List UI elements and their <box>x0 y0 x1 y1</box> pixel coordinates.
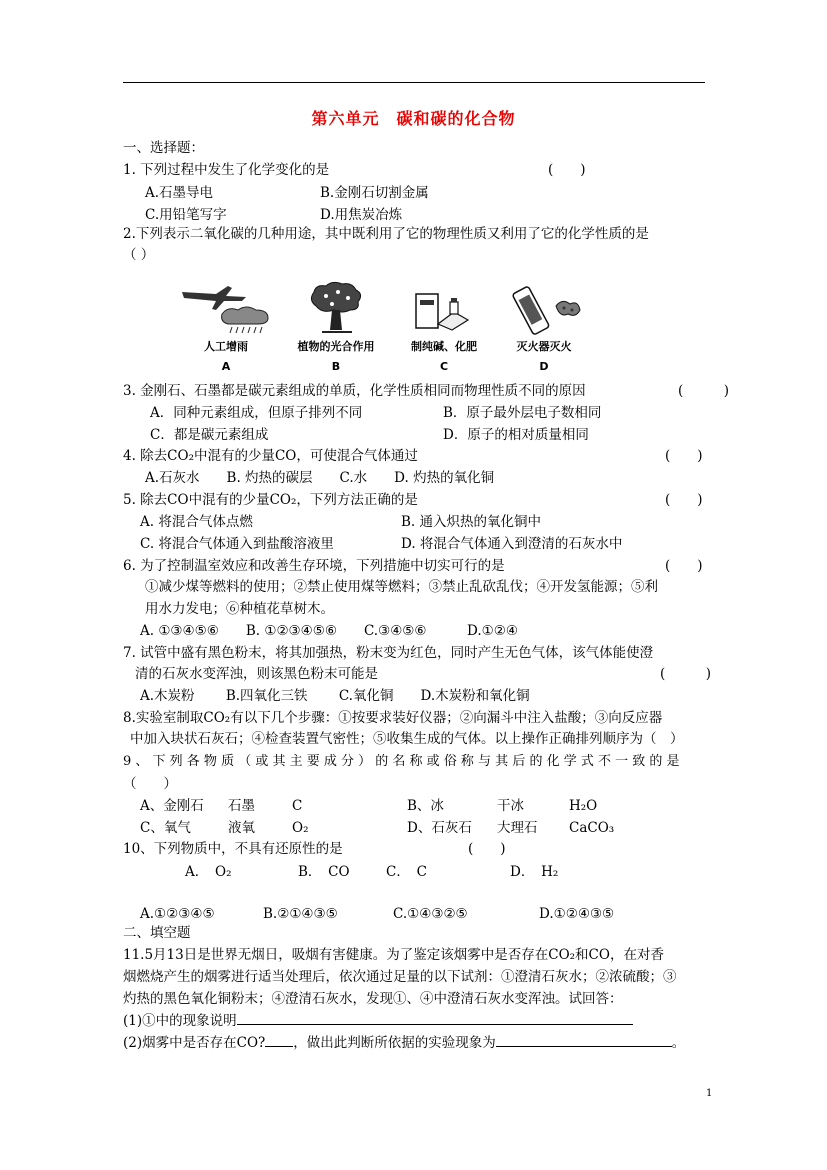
q11-sub2 <box>123 1034 685 1052</box>
q1-option-d: D.用焦炭冶炼 <box>320 207 403 223</box>
q10-option-b: B.②①④③⑤ <box>263 906 338 922</box>
q10-item-d: D． H₂ <box>510 864 559 880</box>
q3-option-d: D．原子的相对质量相同 <box>443 427 589 443</box>
q9-c-formula: O₂ <box>292 820 309 836</box>
q9-c-name: C、氧气 <box>140 820 191 836</box>
q11-line3: 灼热的黑色氧化铜粉末；④澄清石灰水，发现①、④中澄清石灰水变浑浊。试回答： <box>123 991 623 1007</box>
q9-d-name: D、石灰石 <box>407 820 472 836</box>
figure-a <box>176 280 276 380</box>
q11-sub2-question: (2)烟雾中是否存在CO? <box>123 1035 266 1051</box>
q7-options: A.木炭粉 B.四氧化三铁 C.氧化铜 D.木炭粉和氧化铜 <box>140 688 530 704</box>
q9-b-formula: H₂O <box>569 798 598 814</box>
q10-option-a: A.①②③④⑤ <box>140 906 215 922</box>
page-title: 第六单元 碳和碳的化合物 <box>311 109 516 128</box>
q9-c-alias: 液氧 <box>228 820 255 836</box>
tree-icon <box>286 280 386 336</box>
q9-answer-paren: （ ） <box>123 776 177 792</box>
q6-options: A. ①③④⑤⑥ B. ①②③④⑤⑥ C.③④⑤⑥ D.①②④ <box>140 623 518 639</box>
q5-option-c: C. 将混合气体通入到盐酸溶液里 <box>140 536 334 552</box>
section-fill-heading: 二、填空题 <box>123 925 191 941</box>
q11-line1: 11.5月13日是世界无烟日，吸烟有害健康。为了鉴定该烟雾中是否存在CO₂和CO，在对香 <box>123 947 664 963</box>
q3-option-c: C．都是碳元素组成 <box>150 427 269 443</box>
q1-answer-paren: ( ) <box>548 162 586 178</box>
q9-stem: 9 、 下 列 各 物 质 （ 或 其 主 要 成 分 ） 的 名 称 或 俗 称 与 其 后 的 化 学 式 不 一 致 的 是 <box>123 754 680 769</box>
figure-c <box>394 280 494 380</box>
q2-stem: 2.下列表示二氧化碳的几种用途，其中既利用了它的物理性质又利用了它的化学性质的是 <box>123 226 649 242</box>
q2-figure-row <box>176 280 596 380</box>
q7-line1: 7. 试管中盛有黑色粉末，将其加强热，粉末变为红色，同时产生无色气体，该气体能使澄 <box>123 645 654 661</box>
q1-option-b: B.金刚石切割金属 <box>320 185 429 201</box>
q8-line2: 中加入块状石灰石；④检查装置气密性；⑤收集生成的气体。以上操作正确排列顺序为（ ） <box>130 731 684 747</box>
figure-a-label: A <box>221 360 231 373</box>
q6-answer-paren: ( ) <box>665 558 703 574</box>
q9-d-alias: 大理石 <box>497 820 538 836</box>
q10-item-a: A． O₂ <box>185 864 232 880</box>
q8-line1: 8.实验室制取CO₂有以下几个步骤：①按要求装好仪器；②向漏斗中注入盐酸；③向反应器 <box>123 710 663 726</box>
q9-b-name: B、冰 <box>407 798 444 814</box>
q5-option-a: A. 将混合气体点燃 <box>140 514 253 530</box>
figure-a-caption: 人工增雨 <box>204 340 248 353</box>
q11-sub1-label: (1)①中的现象说明 <box>123 1013 237 1029</box>
q4-options: A.石灰水 B. 灼热的碳层 C.水 D. 灼热的氧化铜 <box>145 470 495 486</box>
q5-answer-paren: ( ) <box>665 492 703 508</box>
q10-option-d: D.①②④③⑤ <box>539 906 615 922</box>
page-number: 1 <box>706 1088 713 1099</box>
q3-stem: 3. 金刚石、石墨都是碳元素组成的单质，化学性质相同而物理性质不同的原因 <box>123 383 586 399</box>
q4-answer-paren: ( ) <box>665 448 703 464</box>
q10-option-c: C.①④③②⑤ <box>393 906 468 922</box>
airplane-rain-icon <box>176 280 276 336</box>
q3-option-b: B．原子最外层电子数相同 <box>443 405 602 421</box>
figure-b <box>286 280 386 380</box>
q7-line2: 清的石灰水变浑浊，则该黑色粉末可能是 <box>135 666 378 682</box>
q6-stem: 6. 为了控制温室效应和改善生存环境，下列措施中切实可行的是 <box>123 558 505 574</box>
q11-sub2-end: 。 <box>671 1035 686 1051</box>
q4-stem: 4. 除去CO₂中混有的少量CO，可使混合气体通过 <box>123 448 418 464</box>
q3-option-a: A．同种元素组成，但原子排列不同 <box>150 405 363 421</box>
q1-stem: 1. 下列过程中发生了化学变化的是 <box>123 162 330 178</box>
figure-d-label: D <box>539 360 549 373</box>
q1-option-c: C.用铅笔写字 <box>145 207 227 223</box>
q5-option-d: D. 将混合气体通入到澄清的石灰水中 <box>401 536 623 552</box>
figure-d <box>494 280 594 380</box>
figure-b-label: B <box>331 360 341 373</box>
q10-item-c: C． C <box>386 864 427 880</box>
q9-a-name: A、金刚石 <box>140 798 204 814</box>
q11-sub2-reason: ，做出此判断所依据的实验现象为 <box>293 1035 496 1051</box>
q5-option-b: B. 通入炽热的氧化铜中 <box>401 514 542 530</box>
q11-sub2-blank-1[interactable] <box>265 1034 293 1047</box>
q9-d-formula: CaCO₃ <box>569 820 615 836</box>
q11-sub1-blank[interactable] <box>237 1012 633 1025</box>
q11-sub1 <box>123 1012 633 1030</box>
fertilizer-bag-icon <box>394 280 494 336</box>
q11-sub2-blank-2[interactable] <box>496 1034 672 1047</box>
figure-b-caption: 植物的光合作用 <box>297 340 375 353</box>
header-rule <box>123 82 705 83</box>
q9-a-alias: 石墨 <box>228 798 255 814</box>
q2-answer-paren: （ ） <box>123 247 155 263</box>
q1-option-a: A.石墨导电 <box>145 185 214 201</box>
q10-stem: 10、下列物质中，不具有还原性的是 <box>123 841 343 857</box>
q6-line3: 用水力发电；⑥种植花草树木。 <box>145 601 334 617</box>
q3-answer-paren: ( ) <box>678 383 730 399</box>
q6-line2: ①减少煤等燃料的使用；②禁止使用煤等燃料；③禁止乱砍乱伐；④开发氢能源；⑤利 <box>145 579 658 595</box>
fire-extinguisher-icon <box>494 280 594 336</box>
q9-b-alias: 干冰 <box>497 798 524 814</box>
q9-a-formula: C <box>292 798 303 814</box>
q10-item-b: B． CO <box>298 864 350 880</box>
figure-c-caption: 制纯碱、化肥 <box>411 340 477 353</box>
q7-answer-paren: ( ) <box>660 666 712 682</box>
q10-answer-paren: ( ) <box>468 841 506 857</box>
figure-c-label: C <box>439 360 449 373</box>
section-choice-heading: 一、选择题： <box>123 140 204 156</box>
q5-stem: 5. 除去CO中混有的少量CO₂，下列方法正确的是 <box>123 492 418 508</box>
figure-d-caption: 灭火器灭火 <box>516 340 572 353</box>
q11-line2: 烟燃烧产生的烟雾进行适当处理后，依次通过足量的以下试剂：①澄清石灰水；②浓硫酸；③ <box>123 969 677 985</box>
